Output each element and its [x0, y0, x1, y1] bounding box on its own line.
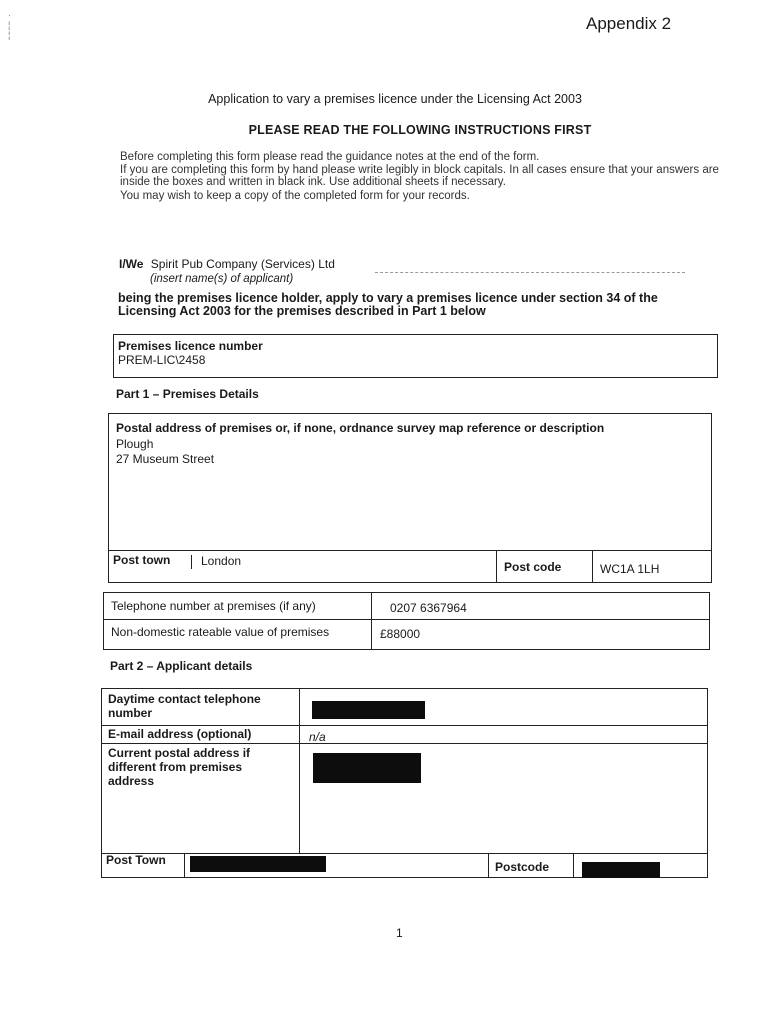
redacted-postal-address: [313, 753, 421, 783]
applicant-row-divider-3: [102, 853, 707, 854]
post-code-value[interactable]: WC1A 1LH: [600, 562, 660, 576]
email-label: E-mail address (optional): [108, 727, 252, 741]
post-town-label: Post town: [113, 553, 171, 567]
rateable-value[interactable]: £88000: [380, 627, 421, 641]
insert-name-hint: (insert name(s) of applicant): [150, 273, 294, 285]
licence-number-label: Premises licence number: [118, 339, 263, 353]
redacted-post-town: [190, 856, 326, 872]
post-code-separator-right: [592, 550, 593, 582]
form-title: Application to vary a premises licence under the Licensing Act 2003: [208, 92, 582, 106]
email-value[interactable]: n/a: [309, 730, 326, 744]
applicant-name-line: [119, 257, 335, 271]
post-town-divider: [109, 550, 711, 551]
part1-heading: Part 1 – Premises Details: [116, 387, 259, 401]
rateable-value-label: Non-domestic rateable value of premises: [111, 625, 330, 639]
applicant-name-dotted-line: [375, 272, 685, 273]
instruction-1: Before completing this form please read the guidance notes at the end of the form.: [120, 151, 540, 163]
redacted-postcode: [582, 862, 660, 878]
applicant-row-divider-1: [102, 725, 707, 726]
instruction-3: You may wish to keep a copy of the completed form for your records.: [120, 189, 470, 202]
post-town-separator: [191, 555, 192, 569]
iwe-label: I/We: [119, 257, 144, 271]
instructions-heading: PLEASE READ THE FOLLOWING INSTRUCTIONS FIRST: [248, 123, 592, 137]
applicant-statement: being the premises licence holder, apply to vary a premises licence under section 34 of the Licensing Act 2003 for the premises described in Part 1 below: [118, 291, 658, 318]
daytime-phone-label: Daytime contact telephone number: [108, 692, 261, 720]
applicant-details-box: [101, 688, 708, 878]
applicant-postcode-separator-right: [573, 853, 574, 877]
premises-telephone-label: Telephone number at premises (if any): [111, 599, 316, 613]
premises-telephone-value[interactable]: 0207 6367964: [390, 601, 467, 615]
instructions: [120, 151, 720, 202]
applicant-post-town-separator: [184, 853, 185, 877]
licence-number-value[interactable]: PREM-LIC\2458: [118, 353, 206, 367]
premises-address-line-2[interactable]: 27 Museum Street: [116, 452, 215, 466]
premises-address-line-1[interactable]: Plough: [116, 437, 154, 451]
part2-heading: Part 2 – Applicant details: [110, 659, 253, 673]
contact-column-divider: [371, 593, 372, 649]
licence-number-box: [113, 334, 718, 378]
applicant-name[interactable]: Spirit Pub Company (Services) Ltd: [150, 257, 335, 271]
applicant-postcode-separator-left: [488, 853, 489, 877]
premises-contact-box: [103, 592, 710, 650]
applicant-post-town-label: Post Town: [106, 853, 166, 867]
applicant-postcode-label: Postcode: [495, 860, 550, 874]
applicant-column-divider: [299, 689, 300, 853]
redacted-daytime-phone: [312, 701, 425, 719]
contact-row-divider: [104, 619, 709, 620]
page-number: 1: [396, 926, 403, 940]
premises-address-label: Postal address of premises or, if none, ordnance survey map reference or description: [116, 421, 605, 435]
post-town-value[interactable]: London: [201, 554, 242, 568]
post-code-separator-left: [496, 550, 497, 582]
appendix-label: Appendix 2: [586, 14, 672, 33]
margin-marks: · ¦ ¦: [8, 10, 11, 40]
post-code-label: Post code: [504, 560, 562, 574]
postal-address-label: Current postal address if different from premises address: [108, 746, 251, 788]
applicant-row-divider-2: [102, 743, 707, 744]
premises-address-box: [108, 413, 712, 583]
instruction-2: If you are completing this form by hand please write legibly in block capitals. In all cases ensure that your answers are inside the boxes and written in black ink. Use additional sheets if necessary.: [120, 163, 719, 188]
